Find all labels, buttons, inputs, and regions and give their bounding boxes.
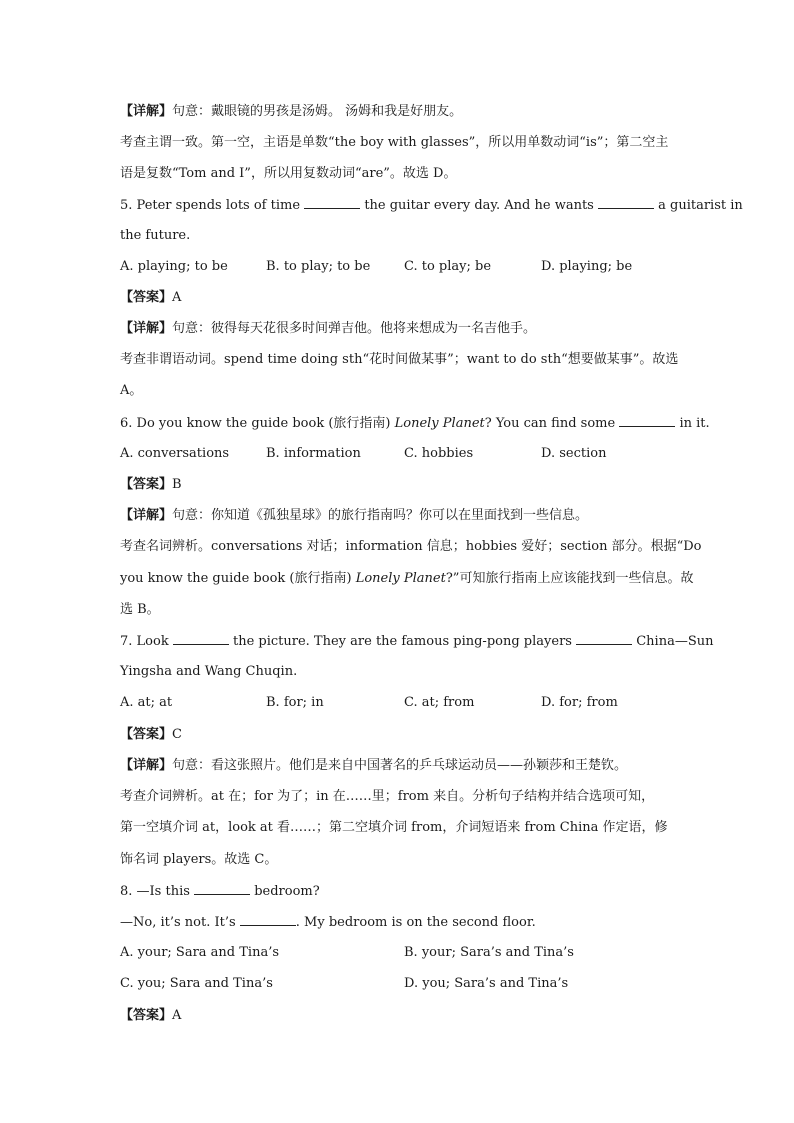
answer-blank (576, 633, 632, 645)
explanation-line: 考查名词辨析。conversations 对话；information 信息；hobbies 爱好；section 部分。根据“Do (120, 539, 702, 554)
option-d: D. for; from (541, 695, 618, 710)
option-b: B. for; in (266, 695, 324, 710)
explanation-line: 【详解】句意：你知道《孤独星球》的旅行指南吗？你可以在里面找到一些信息。 (120, 508, 589, 523)
explanation-line: 选 B。 (120, 602, 160, 617)
explanation-line: 【详解】句意：彼得每天花很多时间弹吉他。他将来想成为一名吉他手。 (120, 321, 537, 336)
option-d: D. playing; be (541, 259, 633, 274)
option-d: D. you; Sara’s and Tina’s (404, 976, 569, 991)
answer-blank (619, 415, 675, 427)
answer-line: 【答案】B (120, 477, 182, 492)
answer-line: 【答案】C (120, 727, 182, 742)
question-7-stem: 7. Look the picture. They are the famous ping-pong players China—Sun (120, 634, 714, 649)
explanation-line: 饰名词 players。故选 C。 (120, 852, 278, 867)
question-5-stem: 5. Peter spends lots of time the guitar every day. And he wants a guitarist in (120, 198, 743, 213)
explanation-line: A。 (120, 383, 143, 398)
answer-blank (598, 197, 654, 209)
option-a: A. at; at (120, 695, 173, 710)
question-8-stem: 8. —Is this bedroom? (120, 884, 320, 899)
question-5-stem: the future. (120, 228, 191, 243)
explanation-line: 【详解】句意：看这张照片。他们是来自中国著名的乒乓球运动员——孙颖莎和王楚钦。 (120, 758, 628, 773)
option-b: B. your; Sara’s and Tina’s (404, 945, 574, 960)
question-7-stem: Yingsha and Wang Chuqin. (120, 664, 298, 679)
explanation-line: 第一空填介词 at，look at 看……；第二空填介词 from，介词短语来 from China 作定语，修 (120, 820, 668, 835)
option-d: D. section (541, 446, 607, 461)
explanation-line: 考查介词辨析。at 在；for 为了；in 在……里；from 来自。分析句子结构并结合选项可知， (120, 789, 655, 804)
option-c: C. hobbies (404, 446, 474, 461)
answer-blank (194, 883, 250, 895)
option-a: A. conversations (120, 446, 230, 461)
answer-line: 【答案】A (120, 1008, 182, 1023)
explanation-line: 考查非谓语动词。spend time doing sth“花时间做某事”；want to do sth“想要做某事”。故选 (120, 352, 679, 367)
explanation-line: 【详解】句意：戴眼镜的男孩是汤姆。 汤姆和我是好朋友。 (120, 104, 463, 119)
answer-line: 【答案】A (120, 290, 182, 305)
option-b: B. to play; to be (266, 259, 371, 274)
question-8-stem: —No, it’s not. It’s . My bedroom is on the second floor. (120, 915, 536, 930)
option-a: A. playing; to be (120, 259, 228, 274)
question-6-stem: 6. Do you know the guide book (旅行指南) Lonely Planet? You can find some in it. (120, 416, 710, 431)
option-a: A. your; Sara and Tina’s (120, 945, 280, 960)
explanation-line: you know the guide book (旅行指南) Lonely Planet?”可知旅行指南上应该能找到一些信息。故 (120, 571, 694, 586)
answer-blank (304, 197, 360, 209)
answer-blank (240, 914, 296, 926)
option-c: C. to play; be (404, 259, 492, 274)
option-c: C. you; Sara and Tina’s (120, 976, 273, 991)
explanation-line: 考查主谓一致。第一空，主语是单数“the boy with glasses”，所以用单数动词“is”；第二空主 (120, 135, 669, 150)
answer-blank (173, 633, 229, 645)
option-b: B. information (266, 446, 361, 461)
explanation-line: 语是复数“Tom and I”，所以用复数动词“are”。故选 D。 (120, 166, 457, 181)
option-c: C. at; from (404, 695, 475, 710)
